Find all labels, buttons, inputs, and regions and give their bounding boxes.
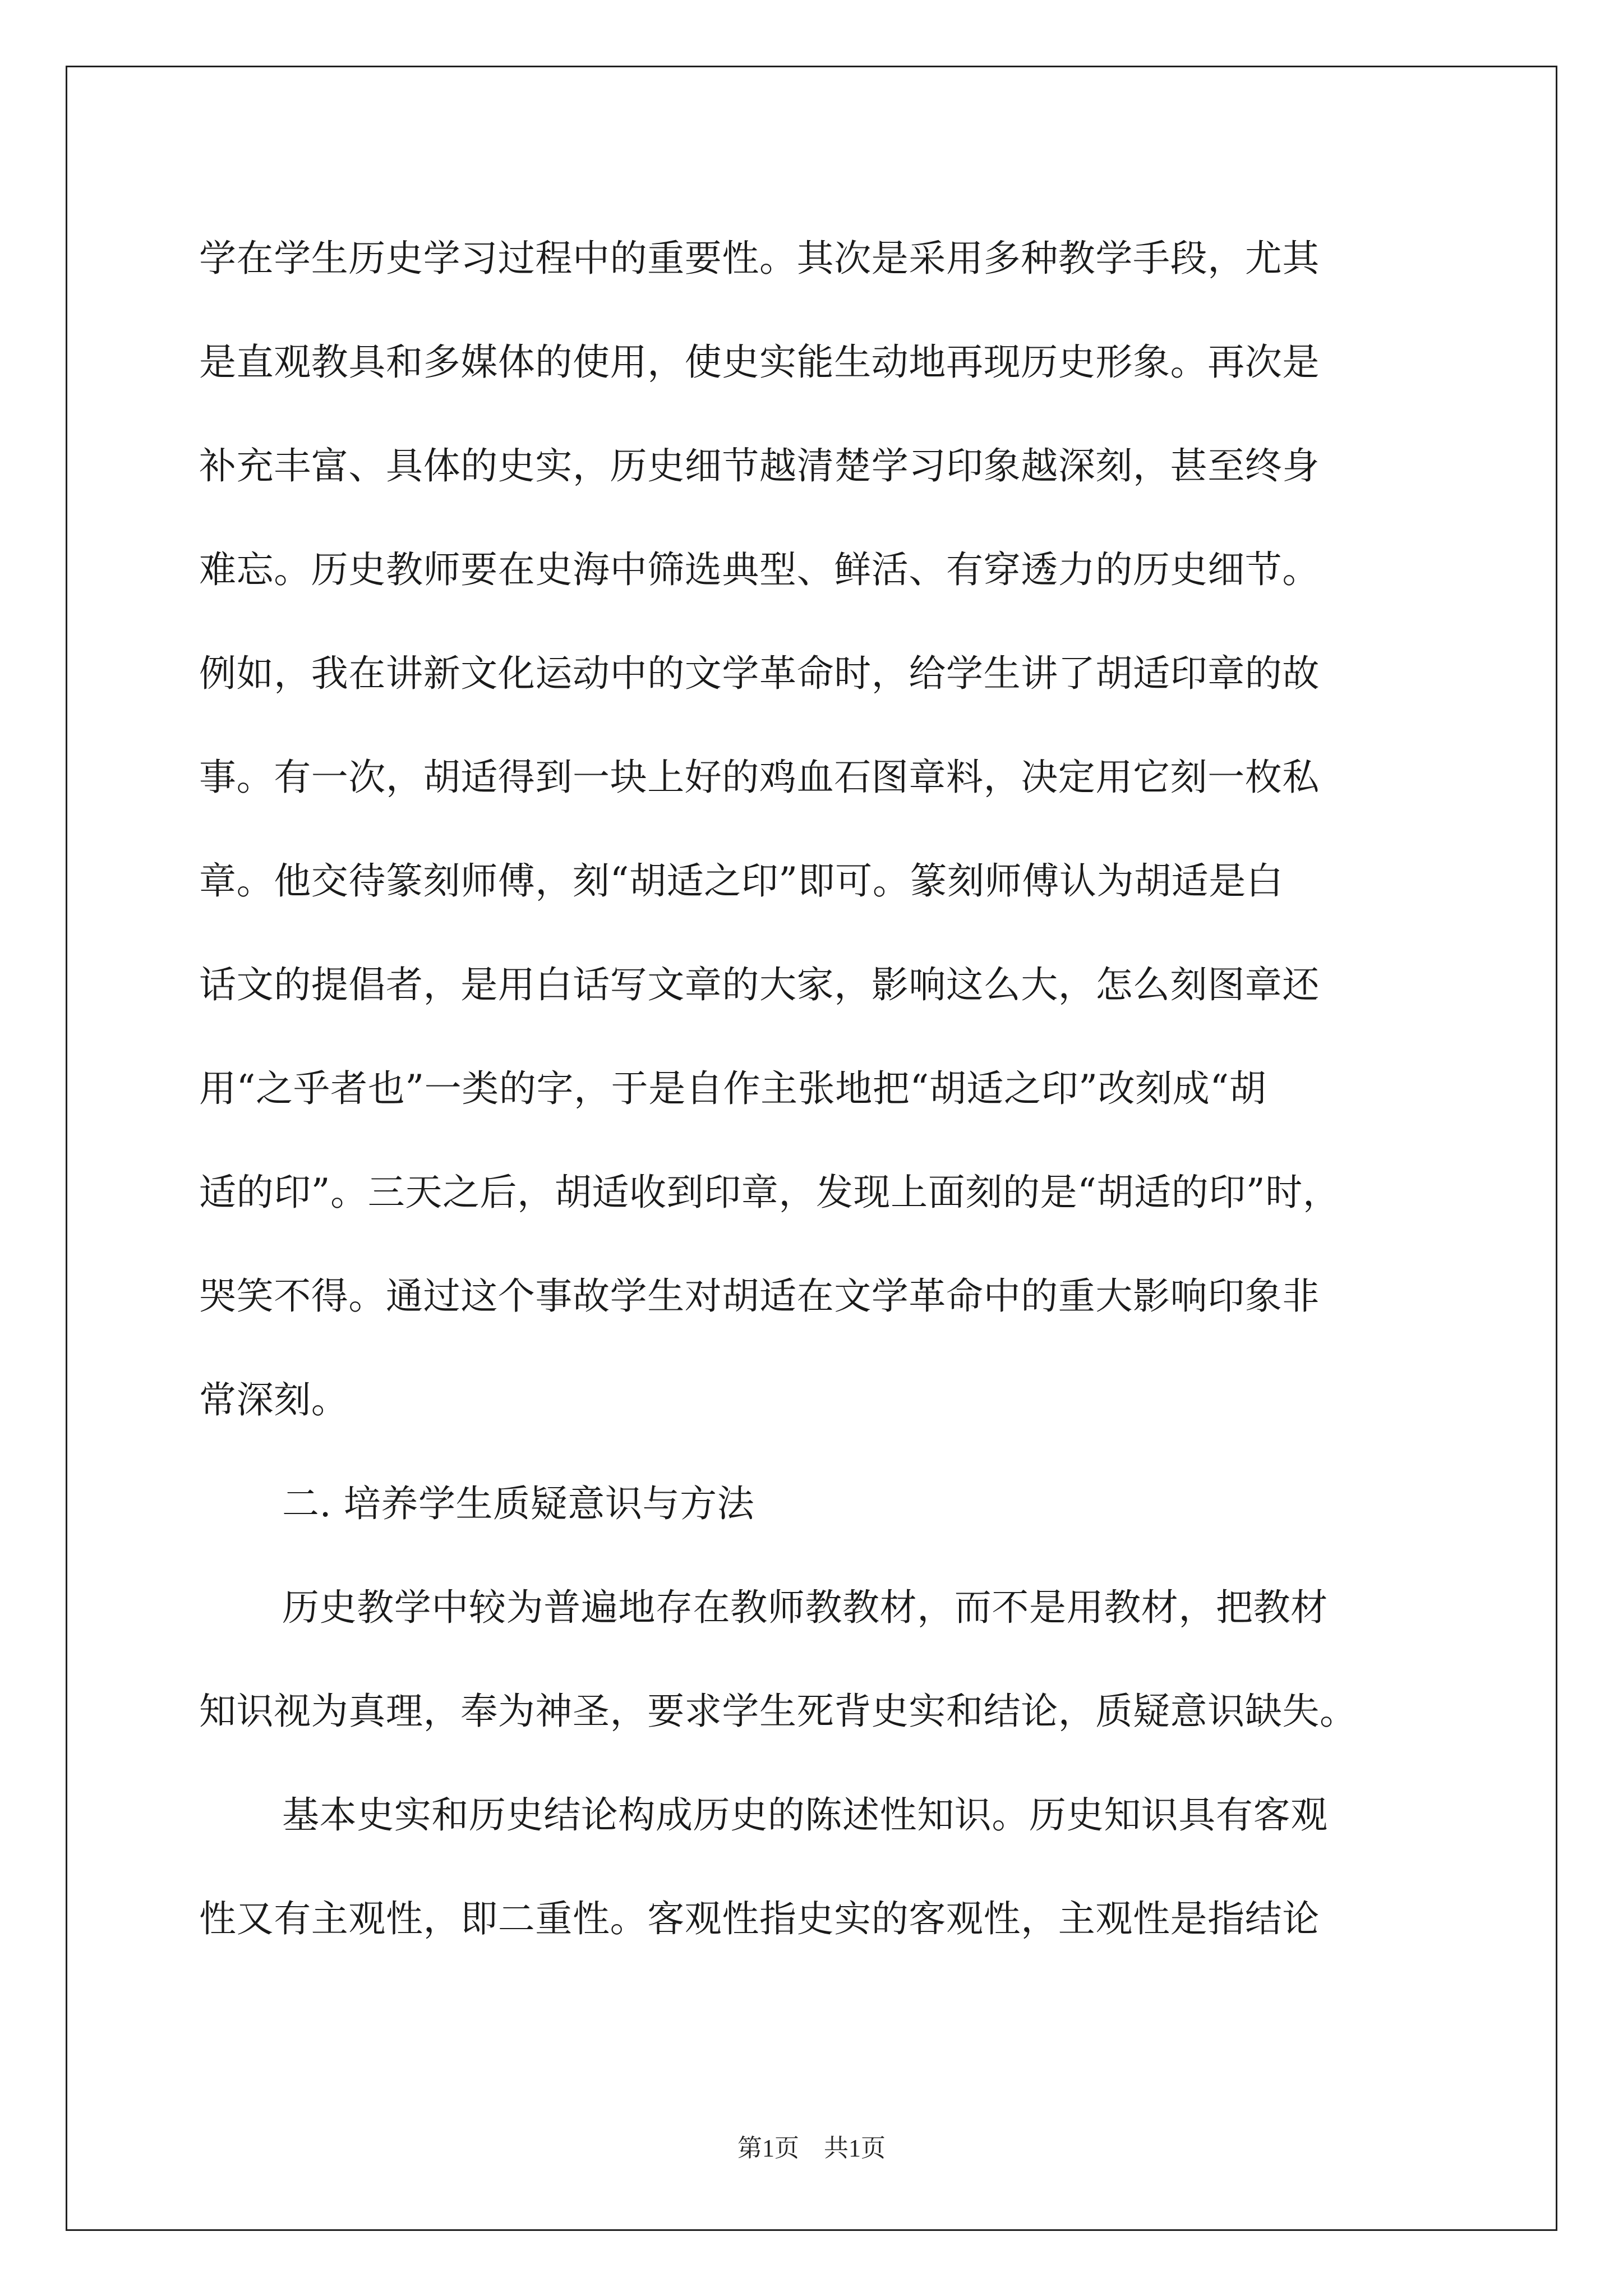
text-line: 用“之乎者也”一类的字，于是自作主张地把“胡适之印”改刻成“胡 bbox=[199, 1067, 1267, 1110]
text-line: 话文的提倡者，是用白话写文章的大家，影响这么大，怎么刻图章还 bbox=[199, 963, 1320, 1006]
text-line: 学在学生历史学习过程中的重要性。其次是采用多种教学手段，尤其 bbox=[199, 237, 1320, 280]
text-line: 事。有一次，胡适得到一块上好的鸡血石图章料，决定用它刻一枚私 bbox=[199, 756, 1320, 799]
text-line: 章。他交待篆刻师傅，刻“胡适之印”即可。篆刻师傅认为胡适是白 bbox=[199, 859, 1284, 903]
text-line: 知识视为真理，奉为神圣，要求学生死背史实和结论，质疑意识缺失。 bbox=[199, 1690, 1357, 1733]
text-line: 补充丰富、具体的史实，历史细节越清楚学习印象越深刻，甚至终身 bbox=[199, 444, 1320, 487]
text-line: 性又有主观性，即二重性。客观性指史实的客观性，主观性是指结论 bbox=[199, 1897, 1320, 1940]
text-line: 哭笑不得。通过这个事故学生对胡适在文学革命中的重大影响印象非 bbox=[199, 1274, 1320, 1318]
page-number-footer: 第1页 共1页 bbox=[737, 2134, 886, 2162]
paragraph-start-line: 历史教学中较为普遍地存在教师教教材，而不是用教材，把教材 bbox=[282, 1586, 1328, 1629]
paragraph-start-line: 基本史实和历史结论构成历史的陈述性知识。历史知识具有客观 bbox=[282, 1793, 1328, 1837]
text-line: 例如，我在讲新文化运动中的文学革命时，给学生讲了胡适印章的故 bbox=[199, 652, 1320, 695]
text-line: 难忘。历史教师要在史海中筛选典型、鲜活、有穿透力的历史细节。 bbox=[199, 548, 1320, 591]
text-line: 常深刻。 bbox=[199, 1378, 349, 1421]
document-body bbox=[199, 206, 1427, 1971]
section-heading: 二. 培养学生质疑意识与方法 bbox=[282, 1482, 755, 1525]
text-line: 是直观教具和多媒体的使用，使史实能生动地再现历史形象。再次是 bbox=[199, 341, 1320, 384]
text-line: 适的印”。三天之后，胡适收到印章，发现上面刻的是“胡适的印”时， bbox=[199, 1171, 1340, 1214]
